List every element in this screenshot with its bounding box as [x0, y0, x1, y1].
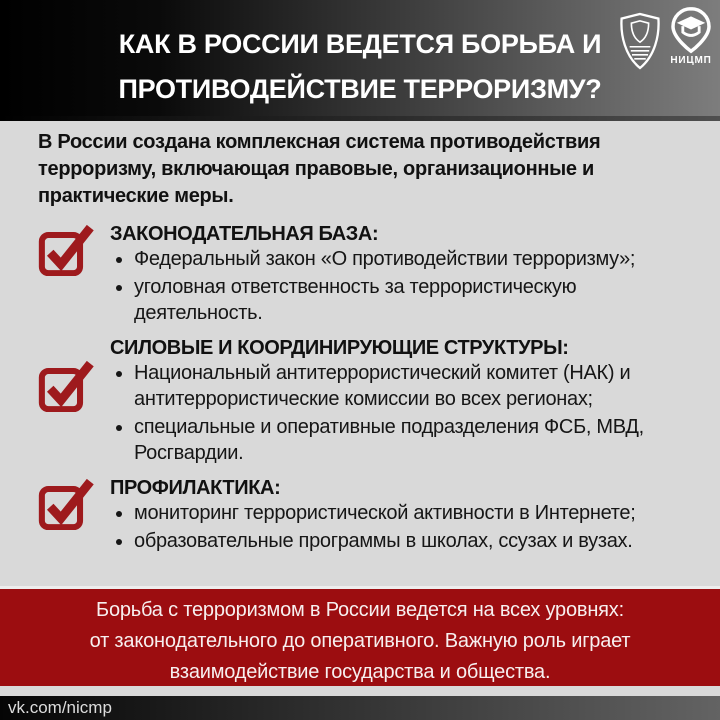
- footer-bar: [0, 696, 720, 720]
- intro-text: В России создана комплексная система противодействия терроризму, включающая правовые, организационные и практические меры.: [38, 131, 601, 207]
- section-prevention: [38, 476, 694, 554]
- page-title: [0, 0, 720, 112]
- page-title-line-2: ПРОТИВОДЕЙСТВИЕ ТЕРРОРИЗМУ?: [118, 74, 602, 104]
- page-title-line-1: КАК В РОССИИ ВЕДЕТСЯ БОРЬБА И: [118, 29, 602, 59]
- summary-line-2: от законодательного до оперативного. Важную роль играет: [89, 630, 631, 652]
- section-bullet-list: [110, 360, 665, 466]
- section-heading: ЗАКОНОДАТЕЛЬНАЯ БАЗА:: [110, 223, 379, 245]
- section-bullet-list: [110, 500, 665, 554]
- footer-divider: [0, 686, 720, 696]
- summary-banner: [0, 589, 720, 686]
- footer-vk-url: vk.com/nicmp: [8, 698, 112, 717]
- summary-line-3: взаимодействие государства и общества.: [169, 661, 551, 683]
- section-legal-base: [38, 222, 694, 326]
- bullet-item: • Федеральный закон «О противодействии терроризму»;: [134, 246, 665, 272]
- bullet-item: • образовательные программы в школах, ссузах и вузах.: [134, 528, 665, 554]
- section-heading: СИЛОВЫЕ И КООРДИНИРУЮЩИЕ СТРУКТУРЫ:: [110, 337, 569, 359]
- checkbox-icon: [38, 336, 96, 466]
- checkbox-icon: [38, 222, 96, 326]
- checkbox-icon: [38, 476, 96, 554]
- bullet-item: • специальные и оперативные подразделения ФСБ, МВД, Росгвардии.: [134, 414, 665, 466]
- shield-emblem-icon: [617, 12, 663, 70]
- section-heading: ПРОФИЛАКТИКА:: [110, 477, 281, 499]
- logo-caption: НИЦМП: [670, 55, 712, 66]
- header-banner: [0, 0, 720, 116]
- summary-line-1: Борьба с терроризмом в России ведется на всех уровнях:: [96, 599, 624, 621]
- section-bullet-list: [110, 246, 665, 326]
- map-pin-graduation-icon: [666, 6, 716, 54]
- bullet-item: • мониторинг террористической активности в Интернете;: [134, 500, 665, 526]
- bullet-item: • Национальный антитеррористический комитет (НАК) и антитеррористические комиссии во всех регионах;: [134, 360, 665, 412]
- logo-group: [617, 6, 716, 70]
- bullet-item: • уголовная ответственность за террористическую деятельность.: [134, 274, 665, 326]
- nicmp-logo: [666, 6, 716, 66]
- section-structures: [38, 336, 694, 466]
- main-content: [0, 121, 720, 586]
